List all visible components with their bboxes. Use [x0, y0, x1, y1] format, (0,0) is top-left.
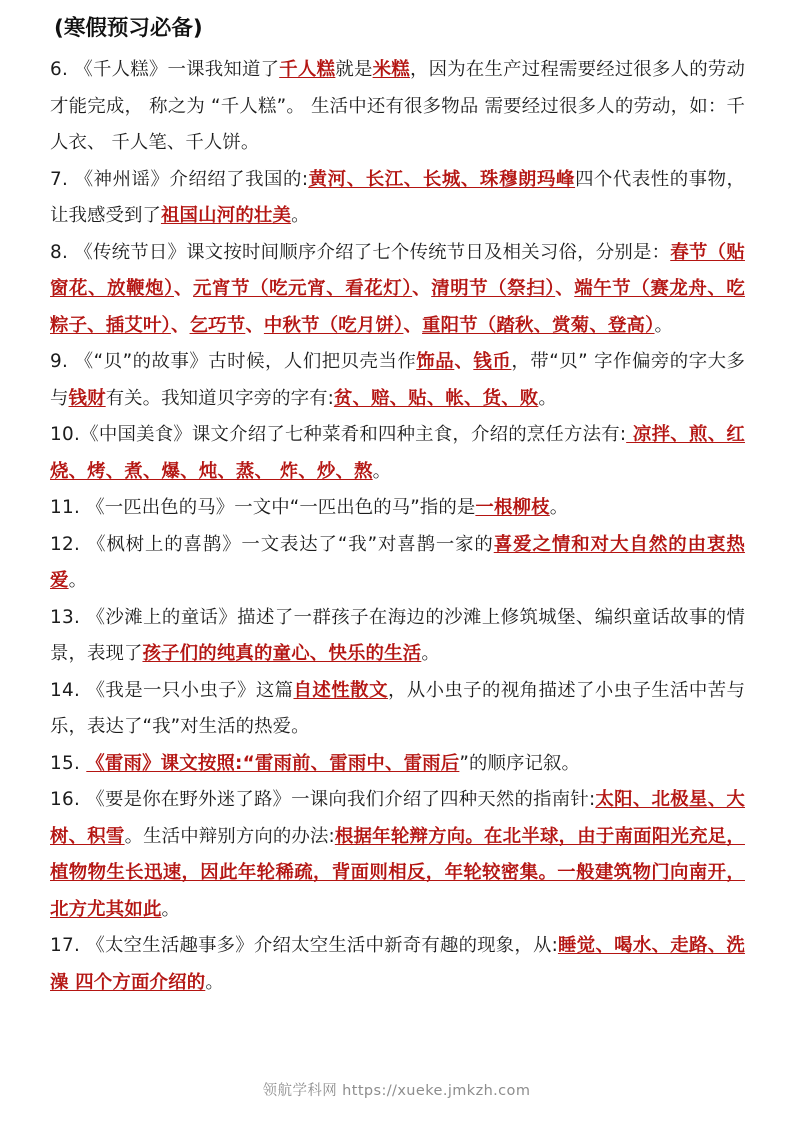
body-text: 《我是一只小虫子》这篇: [86, 679, 294, 701]
body-text: 。: [205, 971, 224, 993]
highlighted-answer: 《雷雨》课文按照:“雷雨前、雷雨中、雷雨后: [86, 752, 460, 774]
list-item-number: 12.: [50, 533, 88, 555]
body-text: 有关。我知道贝字旁的字有:: [105, 387, 334, 409]
list-item: [50, 417, 745, 490]
items-list: [50, 52, 745, 1001]
highlighted-answer: 自述性散文: [293, 679, 388, 701]
list-item: [50, 344, 745, 417]
highlighted-answer: 乞巧节: [189, 314, 246, 336]
highlighted-answer: 凉拌、煎、红烧、烤、煮、爆、炖、蒸、 炸、炒、熬: [50, 424, 745, 482]
highlighted-separator: 、: [174, 278, 194, 300]
body-text: 。: [291, 205, 310, 227]
body-text: 《神州谣》介绍绍了我国的:: [74, 168, 309, 190]
body-text: 《中国美食》课文介绍了七种菜肴和四种主食，介绍的烹任方法有:: [80, 424, 627, 446]
highlighted-answer: 太阳、北极星、大树、积雪: [50, 789, 746, 847]
list-item: [50, 490, 745, 527]
list-item: [50, 600, 745, 673]
list-item-number: 8.: [50, 241, 75, 263]
highlighted-answer: 喜爱之情和对大自然的由衷热爱: [50, 533, 745, 592]
highlighted-answer: 睡觉、喝水、走路、洗澡 四个方面介绍的: [50, 935, 746, 993]
body-text: ”的顺序记叙。: [459, 752, 580, 774]
footer-watermark: 领航学科网 https://xueke.jmkzh.com: [262, 1083, 531, 1099]
list-item: [50, 162, 745, 235]
body-text: 就是: [335, 59, 373, 81]
body-text: 。: [68, 570, 88, 592]
highlighted-answer: 钱币: [473, 351, 512, 373]
list-item-number: 17.: [50, 935, 87, 957]
body-text: 。: [538, 387, 557, 409]
highlighted-answer: 米糕: [372, 59, 411, 81]
highlighted-answer: 根据年轮辩方向。在北半球，由于南面阳光充足， 植物物生长迅速，因此年轮稀疏，背面则相反，年轮较密集。一般建筑物门向南开，北方尤其如此: [50, 825, 745, 920]
body-text: 《传统节日》课文按时间顺序介绍了七个传统节日及相关习俗，分别是：: [74, 241, 671, 263]
highlighted-answer: 祖国山河的壮美: [160, 205, 292, 227]
list-item-number: 11.: [50, 497, 87, 519]
body-text: 。: [549, 497, 569, 519]
body-text: 《沙滩上的童话》描述了一群孩子在海边的沙滩上修筑城堡、编织童话故事的情景，表现了: [50, 606, 745, 665]
highlighted-separator: 、: [403, 314, 423, 336]
highlighted-answer: 钱财: [68, 387, 106, 409]
body-text: ，从小虫子的视角描述了小虫子生活中苦与乐，表达了“我”对生活的热爱。: [50, 679, 745, 738]
list-item: [50, 527, 745, 600]
list-item: [50, 782, 745, 928]
body-text: 《枫树上的喜鹊》一文表达了“我”对喜鹊一家的: [87, 533, 494, 555]
list-item: [50, 673, 745, 746]
list-item-number: 14.: [50, 679, 87, 701]
list-item-number: 6.: [50, 59, 75, 81]
body-text: 。: [654, 314, 674, 336]
highlighted-separator: 、: [454, 351, 474, 373]
body-text: 《“贝”的故事》古时候，人们把贝壳当作: [74, 351, 417, 373]
body-text: 。: [421, 643, 440, 665]
highlighted-answer: 贫、赔、贴、帐、货、败: [333, 387, 539, 409]
list-item-number: 7.: [50, 168, 75, 190]
body-text: 《一匹出色的马》一文中“一匹出色的马”指的是: [86, 497, 476, 519]
body-text: 《要是你在野外迷了路》一课向我们介绍了四种天然的指南针:: [86, 789, 596, 811]
highlighted-answer: 清明节（祭扫）: [431, 278, 556, 300]
list-item-number: 16.: [50, 789, 87, 811]
list-item: [50, 235, 745, 345]
list-item: [50, 52, 745, 162]
body-text: 《千人糕》一课我知道了: [74, 59, 280, 81]
highlighted-separator: 、: [555, 278, 575, 300]
highlighted-answer: 一根柳枝: [475, 497, 550, 519]
body-text: 《太空生活趣事多》介绍太空生活中新奇有趣的现象，从:: [86, 935, 558, 957]
body-text: 。: [161, 898, 181, 920]
body-text: ，因为在生产过程需要经过很多人的劳动才能完成， 称之为 “千人糕”。 生活中还有很多物品 需要经过很多人的劳动，如：千人衣、 千人笔、千人饼。: [50, 59, 745, 154]
list-item-number: 10.: [50, 424, 81, 446]
highlighted-answer: 中秋节（吃月饼）: [263, 314, 404, 336]
highlighted-answer: 元宵节（吃元宵、看花灯）: [193, 278, 413, 300]
body-text: ，带“贝” 字作偏旁的字大多与: [50, 351, 746, 409]
highlighted-answer: 端午节（赛龙舟、吃粽子、插艾叶）: [50, 278, 746, 336]
list-item-number: 9.: [50, 351, 75, 373]
body-text: 。: [372, 460, 392, 482]
body-text: 四个代表性的事物，让我感受到了: [50, 168, 745, 227]
highlighted-answer: 孩子们的纯真的童心、快乐的生活: [142, 643, 422, 665]
list-item-number: 13.: [50, 606, 87, 628]
list-item: [50, 746, 745, 783]
highlighted-answer: 黄河、长江、长城、珠穆朗玛峰: [308, 168, 576, 190]
highlighted-separator: 、: [245, 314, 264, 336]
highlighted-separator: 、: [170, 314, 190, 336]
list-item: [50, 928, 745, 1001]
highlighted-answer: 春节（贴窗花、放鞭炮）: [50, 241, 745, 300]
highlighted-separator: 、: [412, 278, 432, 300]
page-title: (寒假预习必备): [54, 16, 203, 41]
body-text: 。生活中辩别方向的办法:: [124, 825, 335, 847]
highlighted-answer: 重阳节（踏秋、赏菊、登高）: [422, 314, 655, 336]
list-item-number: 15.: [50, 752, 87, 774]
highlighted-answer: 饰品: [416, 351, 455, 373]
highlighted-answer: 千人糕: [279, 59, 336, 81]
